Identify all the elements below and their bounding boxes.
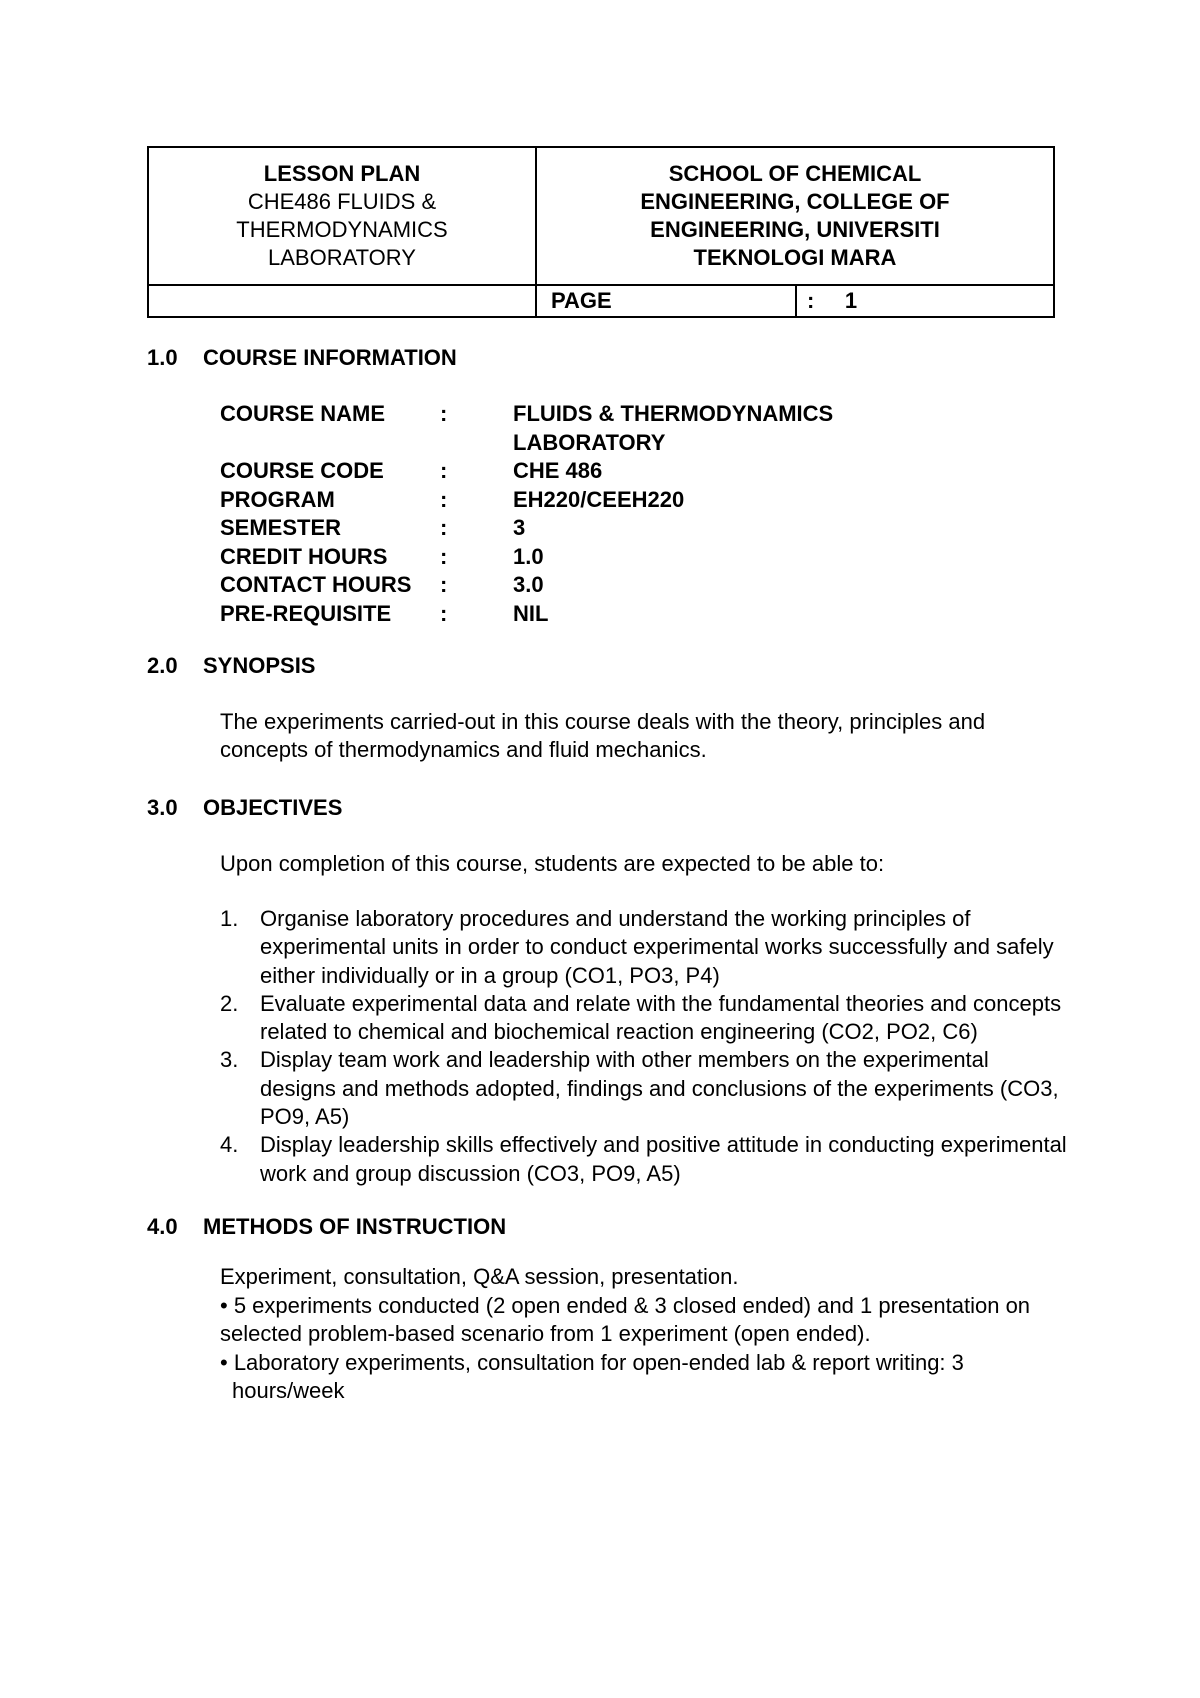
section-title: METHODS OF INSTRUCTION xyxy=(203,1214,507,1239)
section-heading-objectives xyxy=(147,794,342,822)
objective-text xyxy=(260,905,1070,990)
info-key: PRE-REQUISITE xyxy=(220,600,392,626)
methods-text xyxy=(220,1263,1050,1406)
objective-text xyxy=(260,1131,1070,1188)
objective-line: experimental units in order to conduct experimental works successfully and safely xyxy=(260,934,1054,960)
school-line: TEKNOLOGI MARA xyxy=(693,245,897,270)
header-empty-cell xyxy=(149,286,537,316)
school-line: ENGINEERING, UNIVERSITI xyxy=(650,217,940,242)
section-number: 1.0 xyxy=(147,345,178,370)
info-key: COURSE NAME xyxy=(220,401,386,426)
objective-line: Evaluate experimental data and relate with the fundamental theories and concepts xyxy=(260,990,1062,1016)
info-key: SEMESTER xyxy=(220,515,342,540)
synopsis-text xyxy=(220,708,985,764)
info-key: CREDIT HOURS xyxy=(220,543,388,569)
info-value: FLUIDS & THERMODYNAMICS xyxy=(513,401,834,426)
page-number: : 1 xyxy=(807,288,858,313)
objective-number: 4. xyxy=(220,1132,239,1158)
section-title: OBJECTIVES xyxy=(203,795,343,820)
section-number: 3.0 xyxy=(147,795,178,820)
header-school-cell xyxy=(537,148,1053,284)
info-key: CONTACT HOURS xyxy=(220,572,412,597)
info-value: LABORATORY xyxy=(513,429,666,455)
section-title: SYNOPSIS xyxy=(203,653,316,678)
objective-item xyxy=(220,905,1070,990)
section-number: 4.0 xyxy=(147,1214,178,1239)
info-value: 1.0 xyxy=(513,543,544,569)
info-row xyxy=(220,514,913,543)
objectives-intro: Upon completion of this course, students are expected to be able to: xyxy=(220,851,885,876)
info-row xyxy=(220,457,913,486)
header-table xyxy=(147,146,1055,318)
objectives-list xyxy=(220,905,1070,1188)
methods-line: Experiment, consultation, Q&A session, presentation. xyxy=(220,1264,739,1289)
objective-number: 2. xyxy=(220,990,239,1016)
section-title: COURSE INFORMATION xyxy=(203,345,457,370)
objective-number: 3. xyxy=(220,1047,239,1073)
info-colon: : xyxy=(440,401,448,426)
info-key xyxy=(220,429,440,458)
info-row xyxy=(220,400,913,429)
info-colon: : xyxy=(440,515,448,540)
methods-line: hours/week xyxy=(232,1378,345,1403)
methods-line: selected problem-based scenario from 1 experiment (open ended). xyxy=(220,1321,871,1346)
course-title-line: CHE486 FLUIDS & xyxy=(247,189,437,214)
objective-line: Display team work and leadership with other members on the experimental xyxy=(260,1047,989,1073)
objective-text xyxy=(260,1046,1070,1131)
school-line: ENGINEERING, COLLEGE OF xyxy=(640,189,950,214)
methods-bullet: • 5 experiments conducted (2 open ended & 3 closed ended) and 1 presentation on xyxy=(220,1292,1031,1318)
info-row xyxy=(220,571,913,600)
info-value: 3.0 xyxy=(513,572,544,597)
objective-number: 1. xyxy=(220,906,239,931)
objective-line: Organise laboratory procedures and understand the working principles of xyxy=(260,906,971,931)
synopsis-line: concepts of thermodynamics and fluid mechanics. xyxy=(220,737,707,762)
objective-line: Display leadership skills effectively and positive attitude in conducting experimental xyxy=(260,1132,1067,1158)
course-info-table xyxy=(220,400,913,628)
objective-item xyxy=(220,1131,1070,1188)
section-heading-synopsis xyxy=(147,652,315,680)
info-value: NIL xyxy=(513,600,549,626)
info-key: COURSE CODE xyxy=(220,458,384,483)
info-colon: : xyxy=(440,486,448,512)
objective-line: related to chemical and biochemical reaction engineering (CO2, PO2, C6) xyxy=(260,1019,978,1045)
synopsis-line: The experiments carried-out in this course deals with the theory, principles and xyxy=(220,709,986,734)
header-course-cell xyxy=(149,148,537,284)
info-colon: : xyxy=(440,458,448,483)
section-number: 2.0 xyxy=(147,653,178,678)
info-row xyxy=(220,600,913,629)
objective-item xyxy=(220,990,1070,1047)
objective-item xyxy=(220,1046,1070,1131)
section-heading-methods xyxy=(147,1213,506,1241)
course-title-line: LABORATORY xyxy=(268,245,416,270)
info-colon: : xyxy=(440,543,448,569)
objective-line: designs and methods adopted, findings and conclusions of the experiments (CO3, xyxy=(260,1075,1059,1101)
objective-line: either individually or in a group (CO1, PO3, P4) xyxy=(260,962,720,988)
info-value: EH220/CEEH220 xyxy=(513,486,685,512)
info-colon: : xyxy=(440,600,448,626)
methods-bullet: • Laboratory experiments, consultation for open-ended lab & report writing: 3 xyxy=(220,1349,964,1375)
page-label: PAGE xyxy=(537,286,797,316)
section-heading-course-information xyxy=(147,344,457,372)
info-value: 3 xyxy=(513,515,526,540)
info-colon xyxy=(440,429,513,458)
info-row xyxy=(220,429,913,458)
info-row xyxy=(220,543,913,572)
info-row xyxy=(220,486,913,515)
objective-line: PO9, A5) xyxy=(260,1104,350,1130)
course-title-line: THERMODYNAMICS xyxy=(236,217,448,242)
objective-text xyxy=(260,990,1070,1047)
info-key: PROGRAM xyxy=(220,486,335,512)
school-line: SCHOOL OF CHEMICAL xyxy=(668,161,922,186)
lesson-plan-title: LESSON PLAN xyxy=(263,161,421,186)
info-value: CHE 486 xyxy=(513,458,603,483)
objective-line: work and group discussion (CO3, PO9, A5) xyxy=(260,1160,681,1186)
info-colon: : xyxy=(440,572,448,597)
